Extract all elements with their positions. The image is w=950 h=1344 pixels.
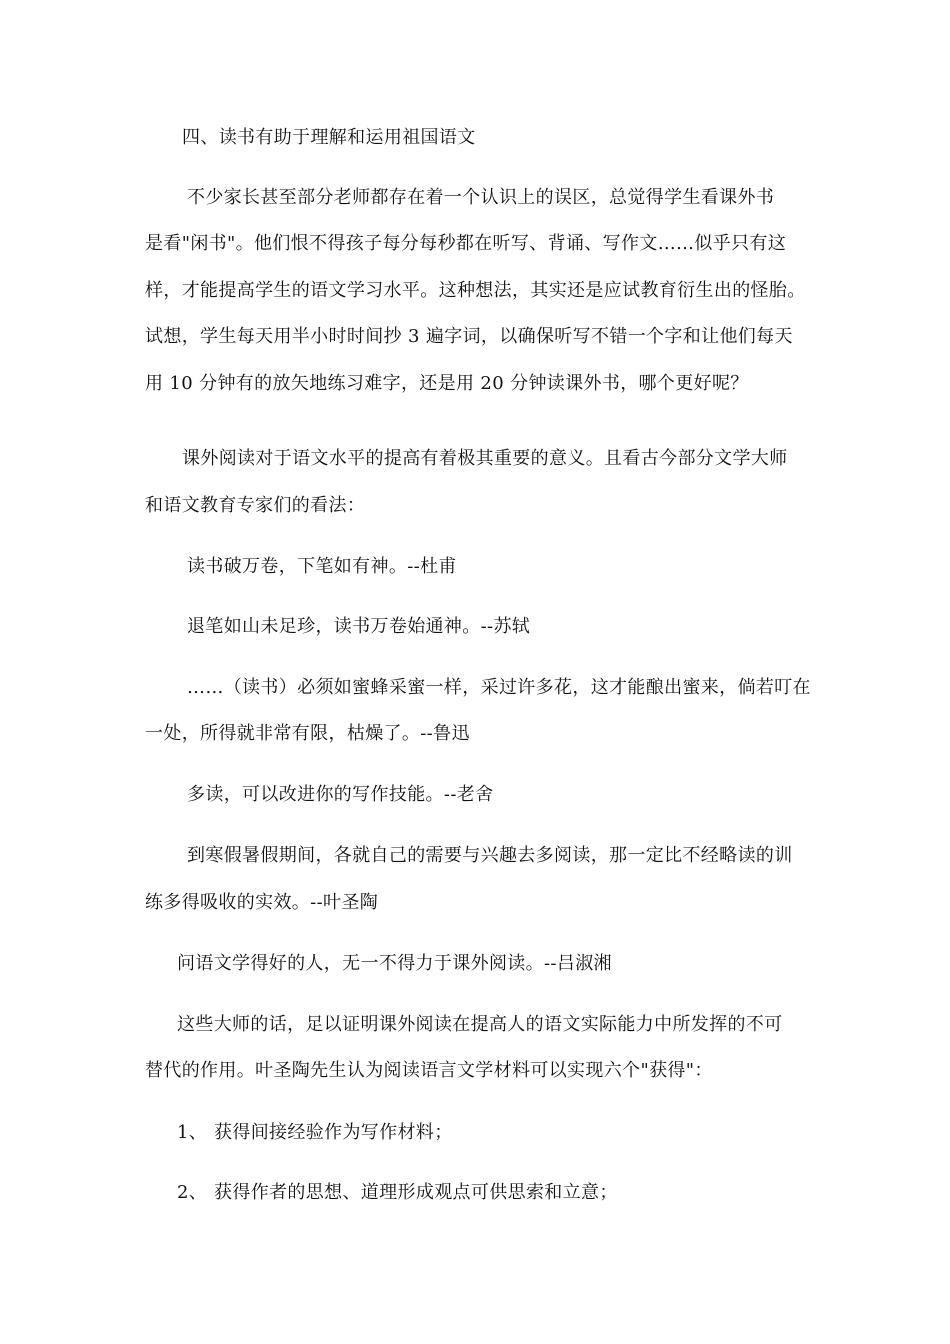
paragraph-1-line-3: 样，才能提高学生的语文学习水平。这种想法，其实还是应试教育衍生出的怪胎。 <box>145 280 806 301</box>
quote-ye-shengtao-line-1: 到寒假暑假期间，各就自己的需要与兴趣去多阅读，那一定比不经略读的训 <box>187 845 793 866</box>
quote-ye-shengtao-line-2: 练多得吸收的实效。--叶圣陶 <box>145 892 379 913</box>
quote-su-shi: 退笔如山未足珍，读书万卷始通神。--苏轼 <box>187 616 531 637</box>
quote-lu-xun-line-2: 一处，所得就非常有限，枯燥了。--鲁迅 <box>145 723 470 744</box>
list-item-text: 获得间接经验作为写作材料； <box>214 1122 453 1143</box>
quote-lv-shuxiang: 问语文学得好的人，无一不得力于课外阅读。--吕淑湘 <box>177 953 612 974</box>
paragraph-3-line-1: 这些大师的话，足以证明课外阅读在提高人的语文实际能力中所发挥的不可 <box>177 1014 783 1035</box>
paragraph-2-line-1: 课外阅读对于语文水平的提高有着极其重要的意义。且看古今部分文学大师 <box>182 448 788 469</box>
paragraph-3-line-2: 替代的作用。叶圣陶先生认为阅读语言文学材料可以实现六个"获得"： <box>145 1060 713 1081</box>
list-item-number: 1、 <box>177 1122 208 1143</box>
paragraph-1-line-1: 不少家长甚至部分老师都存在着一个认识上的误区，总觉得学生看课外书 <box>187 187 775 208</box>
quote-lu-xun-line-1: ……（读书）必须如蜜蜂采蜜一样，采过许多花，这才能酿出蜜来，倘若叮在 <box>187 677 811 698</box>
list-item-text: 获得作者的思想、道理形成观点可供思索和立意； <box>214 1182 618 1203</box>
paragraph-1-line-2: 是看"闲书"。他们恨不得孩子每分每秒都在听写、背诵、写作文……似乎只有这 <box>145 233 787 254</box>
list-item <box>177 1181 618 1205</box>
quote-lao-she: 多读，可以改进你的写作技能。--老舍 <box>187 784 494 805</box>
paragraph-1-line-5: 用 10 分钟有的放矢地练习难字，还是用 20 分钟读课外书，哪个更好呢？ <box>145 373 749 394</box>
list-item-number: 2、 <box>177 1182 208 1203</box>
list-item <box>177 1121 453 1145</box>
section-heading: 四、读书有助于理解和运用祖国语文 <box>182 127 476 148</box>
paragraph-1-line-4: 试想，学生每天用半小时时间抄 3 遍字词，以确保听写不错一个字和让他们每天 <box>145 326 793 347</box>
quote-du-fu: 读书破万卷，下笔如有神。--杜甫 <box>187 556 457 577</box>
paragraph-2-line-2: 和语文教育专家们的看法： <box>145 495 366 516</box>
